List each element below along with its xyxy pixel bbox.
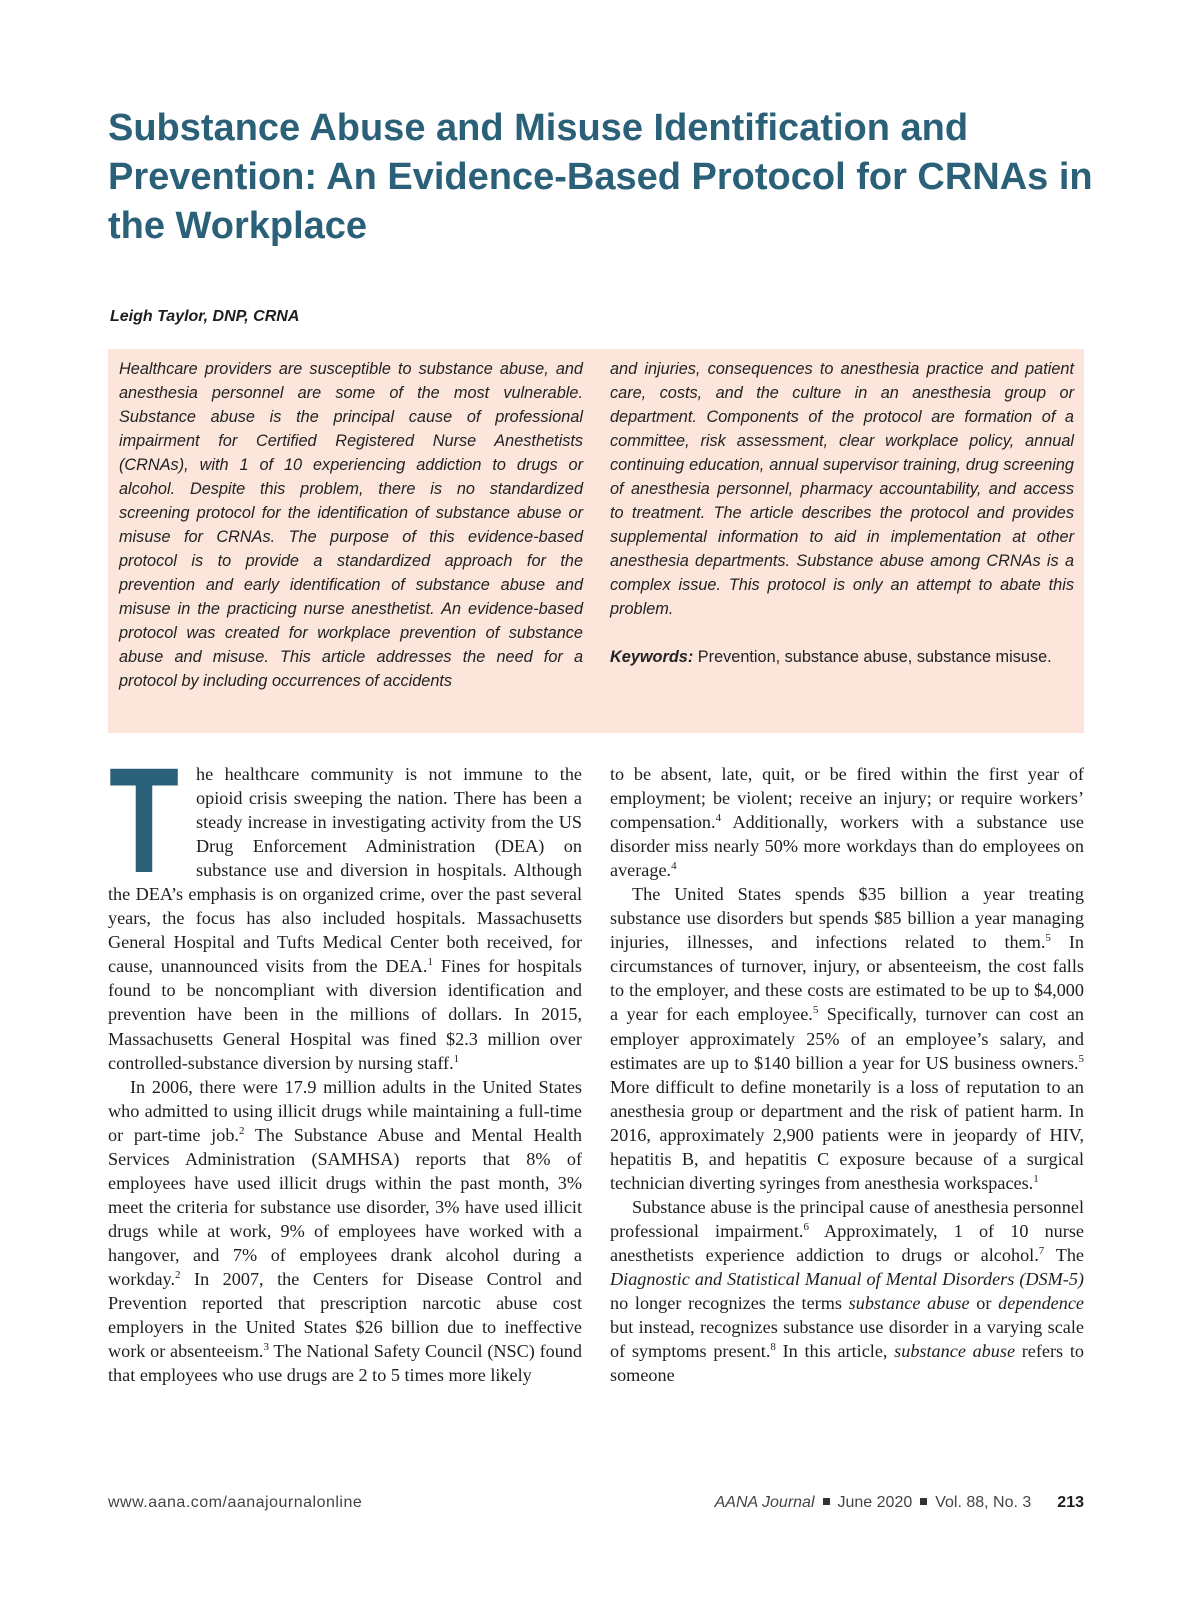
author-byline: Leigh Taylor, DNP, CRNA: [110, 308, 300, 325]
reference-marker: 5: [812, 1004, 819, 1017]
body-paragraph-2: [108, 1075, 582, 1388]
body-paragraph-4: [610, 882, 1084, 1195]
reference-marker: 4: [715, 812, 722, 825]
body-text: or: [969, 1293, 999, 1314]
body-text: Approximately, 1 of 10 nurse anesthetists experience addiction to drugs or alcohol.: [610, 1220, 1084, 1265]
article-title: Substance Abuse and Misuse Identification and Prevention: An Evidence-Based Protocol for CRNAs in the Workplace: [108, 107, 1093, 247]
body-paragraph-5: [610, 1195, 1084, 1387]
body-text: Substance abuse is the principal cause of anesthesia personnel professional impairment.: [610, 1196, 1084, 1241]
body-text: Specifically, turnover can cost an employer approximately 25% of an employee’s salary, and estimates are up to $140 billion a year for US business owners.: [610, 1004, 1084, 1073]
body-text: he healthcare community is not immune to the opioid crisis sweeping the nation. There has been a steady increase in investigating activity from the US Drug Enforcement Administration (DEA) on substance use and diversion in hospitals. Although the DEA’s emphasis is on organized crime, over the past several years, the focus has also included hospitals. Massachusetts General Hospital and Tufts Medical Center both received, for cause, unannounced visits from the DEA.: [108, 764, 582, 977]
body-paragraph-3: [610, 762, 1084, 882]
abstract-text-part1: Healthcare providers are susceptible to substance abuse, and anesthesia personnel are some of the most vulnerable. Substance abuse is the principal cause of professional impairment for Certified Registered Nurse Anesthetists (CRNAs), with 1 of 10 experiencing addiction to drugs or alcohol. Despite this problem, there is no standardized screening protocol for the identification of substance abuse or misuse for CRNAs. The purpose of this evidence-based protocol is to provide a standardized approach for the prevention and early identification of substance abuse and misuse in the practicing nurse anesthetist. An evidence-based protocol was created for workplace prevention of substance abuse and misuse. This article addresses the need for a protocol by including occurrences of accidents: [119, 360, 583, 690]
separator-square-icon: [823, 1498, 830, 1505]
reference-marker: 6: [803, 1220, 809, 1233]
reference-marker: 1: [427, 956, 433, 969]
body-text: to be absent, late, quit, or be fired within the first year of employment; be violent; receive an injury; or require workers’ compensation.: [610, 764, 1084, 833]
reference-marker: 5: [1045, 932, 1051, 945]
page-footer: [108, 1494, 1084, 1518]
term-substance-abuse: substance abuse: [848, 1293, 970, 1314]
reference-marker: 7: [1038, 1244, 1045, 1257]
volume-issue: Vol. 88, No. 3: [935, 1494, 1032, 1511]
body-text: Fines for hospitals found to be noncompliant with diversion identification and prevention have been in the millions of dollars. In 2015, Massachusetts General Hospital was fined $2.3 million over controlled-substance diversion by nursing staff.: [108, 956, 582, 1073]
journal-url[interactable]: www.aana.com/aanajournalonline: [108, 1494, 363, 1511]
reference-marker: 4: [671, 860, 677, 873]
body-text: Additionally, workers with a substance use disorder miss nearly 50% more workdays than do employees on average.: [610, 812, 1084, 881]
issue-date: June 2020: [837, 1494, 913, 1511]
body-text: The National Safety Council (NSC) found that employees who use drugs are 2 to 5 times more likely: [108, 1341, 582, 1386]
abstract-column-left: [119, 357, 583, 733]
body-column-right: [610, 762, 1084, 1442]
reference-marker: 2: [175, 1268, 181, 1281]
reference-marker: 3: [263, 1341, 269, 1354]
journal-citation: [715, 1494, 1084, 1512]
reference-marker: 1: [453, 1052, 460, 1065]
reference-marker: 5: [1078, 1052, 1084, 1065]
body-text: In 2007, the Centers for Disease Control and Prevention reported that prescription narcotic abuse cost employers in the United States $26 billion due to ineffective work or absenteeism.: [108, 1268, 582, 1362]
separator-square-icon: [920, 1498, 927, 1505]
body-text: The Substance Abuse and Mental Health Services Administration (SAMHSA) reports that 8% of employees have used illicit drugs within the past month, 3% meet the criteria for substance use disorder, 3% have used illicit drugs while at work, 9% of employees have worked with a hangover, and 7% of employees drank alcohol during a workday.: [108, 1124, 582, 1289]
body-text: no longer recognizes the terms: [610, 1293, 849, 1314]
article-body: [108, 736, 1084, 1442]
drop-cap-letter: T: [109, 736, 179, 904]
keywords: [610, 645, 1074, 669]
body-text: In 2006, there were 17.9 million adults in the United States who admitted to using illicit drugs while maintaining a full-time or part-time job.: [108, 1076, 582, 1145]
page-number: 213: [1057, 1494, 1084, 1511]
abstract-column-right: [610, 357, 1074, 733]
body-text: The United States spends $35 billion a year treating substance use disorders but spends $85 billion a year managing injuries, illnesses, and infections related to them.: [610, 884, 1084, 953]
body-text: More difficult to define monetarily is a loss of reputation to an anesthesia group or department and the risk of patient harm. In 2016, approximately 2,900 patients were in jeopardy of HIV, hepatitis B, and hepatitis C exposure because of a surgical technician diverting syringes from anesthesia workspaces.: [610, 1076, 1084, 1193]
abstract-box: [108, 349, 1084, 733]
reference-marker: 8: [770, 1341, 776, 1354]
abstract-text-part2: and injuries, consequences to anesthesia practice and patient care, costs, and the culture in an anesthesia group or department. Components of the protocol are formation of a committee, risk assessment, clear workplace policy, annual continuing education, annual supervisor training, drug screening of anesthesia personnel, pharmacy accountability, and access to treatment. The article describes the protocol and provides supplemental information to aid in implementation at other anesthesia departments. Substance abuse among CRNAs is a complex issue. This protocol is only an attempt to abate this problem.: [610, 360, 1074, 618]
body-paragraph-1: [108, 736, 582, 1075]
journal-name: AANA Journal: [714, 1494, 815, 1511]
drop-cap-glyph: [108, 736, 180, 904]
drop-cap: [108, 736, 180, 904]
body-column-left: [108, 736, 582, 1442]
body-text: In circumstances of turnover, injury, or absenteeism, the cost falls to the employer, and these costs are estimated to be up to $4,000 a year for each employee.: [610, 932, 1084, 1025]
term-substance-abuse: substance abuse: [894, 1341, 1016, 1362]
keywords-list: Prevention, substance abuse, substance misuse.: [697, 648, 1052, 666]
body-text: In this article,: [775, 1341, 895, 1362]
dsm-title: Diagnostic and Statistical Manual of Mental Disorders (DSM-5): [610, 1268, 1084, 1289]
reference-marker: 2: [238, 1124, 245, 1137]
reference-marker: 1: [1033, 1172, 1039, 1185]
term-dependence: dependence: [998, 1293, 1084, 1314]
keywords-label: Keywords:: [610, 648, 694, 666]
body-text: refers to someone: [610, 1341, 1084, 1386]
body-text: The: [1044, 1244, 1084, 1265]
body-text: but instead, recognizes substance use disorder in a varying scale of symptoms present.: [610, 1317, 1084, 1362]
